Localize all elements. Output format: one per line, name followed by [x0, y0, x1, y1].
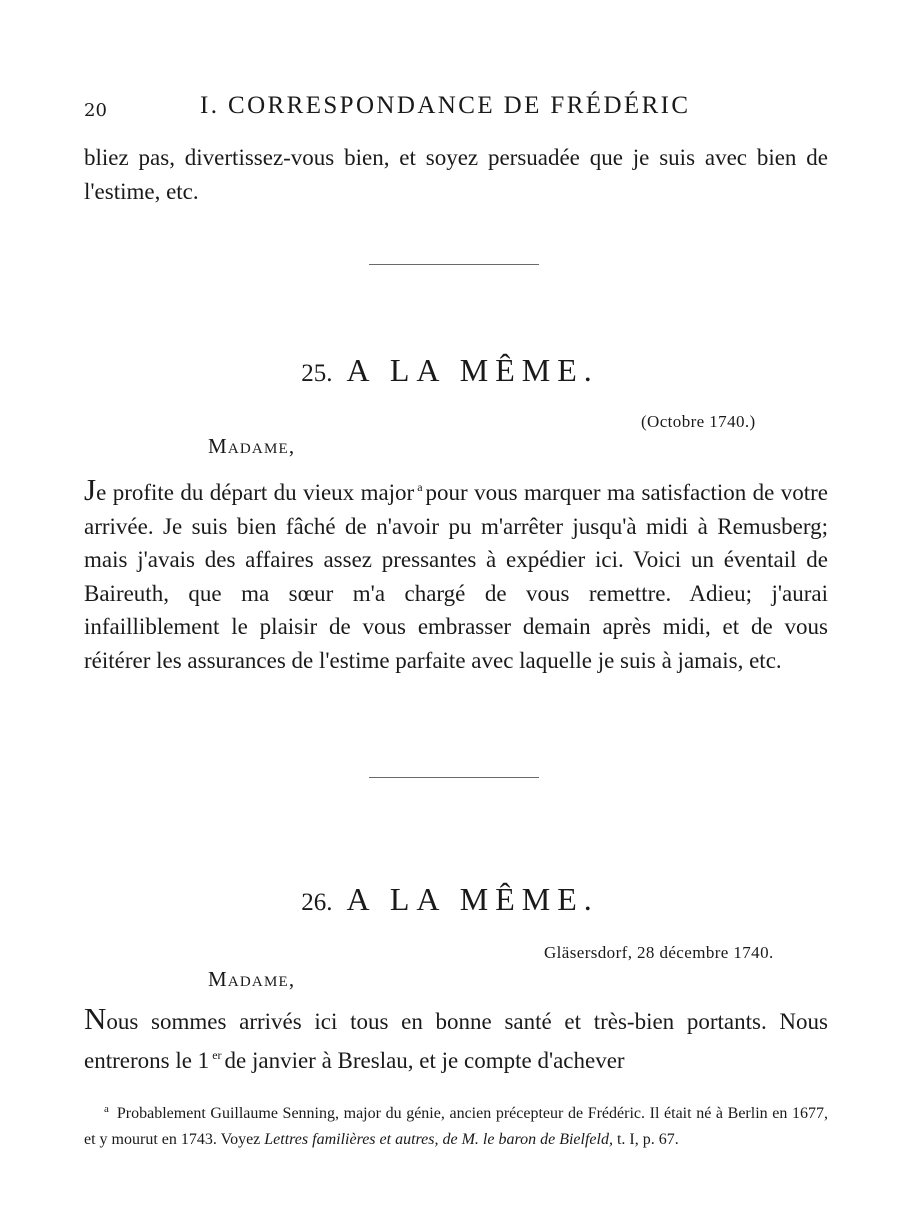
letter-26-date: Gläsersdorf, 28 décembre 1740.	[544, 943, 774, 962]
footnote-book-title: Lettres familières et autres, de M. le baron de Bielfeld,	[264, 1131, 613, 1148]
letter-26-heading	[0, 881, 900, 918]
letter-26-title: A LA MÊME.	[346, 881, 599, 917]
letter-25-body	[84, 471, 828, 678]
letter-25-number: 25.	[301, 360, 333, 387]
running-head	[84, 92, 824, 126]
letter-25-title: A LA MÊME.	[346, 352, 599, 388]
footnote	[84, 1096, 828, 1153]
letter-25-text-rest: pour vous marquer ma satisfaction de votre arrivée. Je suis bien fâché de n'avoir pu m'arrêter jusqu'à midi à Remusberg; mais j'avais des affaires assez pressantes à expédier ici. Voici un éventail de Baireuth, que ma sœur m'a chargé de vous remettre. Adieu; j'aurai infailliblement le plaisir de vous embrasser demain après midi, et de vous réitérer les assurances de l'estime parfaite avec laquelle je suis à jamais, etc.	[84, 480, 829, 673]
ordinal-superscript: er	[212, 1047, 222, 1062]
page-number: 20	[84, 100, 107, 121]
footnote-text: Probablement Guillaume Senning, major du génie, ancien précepteur de Frédéric. Il était né à Berlin en 1677, et y mourut en 1743. Voyez	[84, 1105, 828, 1148]
continuation-paragraph: bliez pas, divertissez-vous bien, et soyez persuadée que je suis avec bien de l'estime, etc.	[84, 145, 828, 204]
letter-25-date: (Octobre 1740.)	[641, 412, 756, 431]
footnote-citation: t. I, p. 67.	[616, 1131, 679, 1148]
section-divider	[369, 264, 539, 265]
footnote-mark: a	[104, 1103, 109, 1115]
running-title: I. CORRESPONDANCE DE FRÉDÉRIC	[200, 92, 691, 119]
letter-25-text-start: e profite du départ du vieux major	[96, 480, 415, 505]
letter-25-salutation: Madame,	[208, 434, 296, 458]
footnote-reference: a	[417, 480, 423, 494]
letter-25-heading	[0, 352, 900, 389]
letter-26-text-rest: de janvier à Breslau, et je compte d'achever	[224, 1047, 625, 1073]
letter-26-drop-cap: N	[84, 1001, 107, 1036]
letter-26-number: 26.	[301, 889, 333, 916]
letter-26-salutation: Madame,	[208, 967, 296, 991]
letter-26-body	[84, 1001, 828, 1077]
letter-25-drop-cap: J	[84, 472, 97, 507]
section-divider	[369, 777, 539, 778]
letter-26-text-start: ous sommes arrivés ici tous en bonne santé et très-bien portants. Nous entrerons le 1	[84, 1009, 828, 1073]
